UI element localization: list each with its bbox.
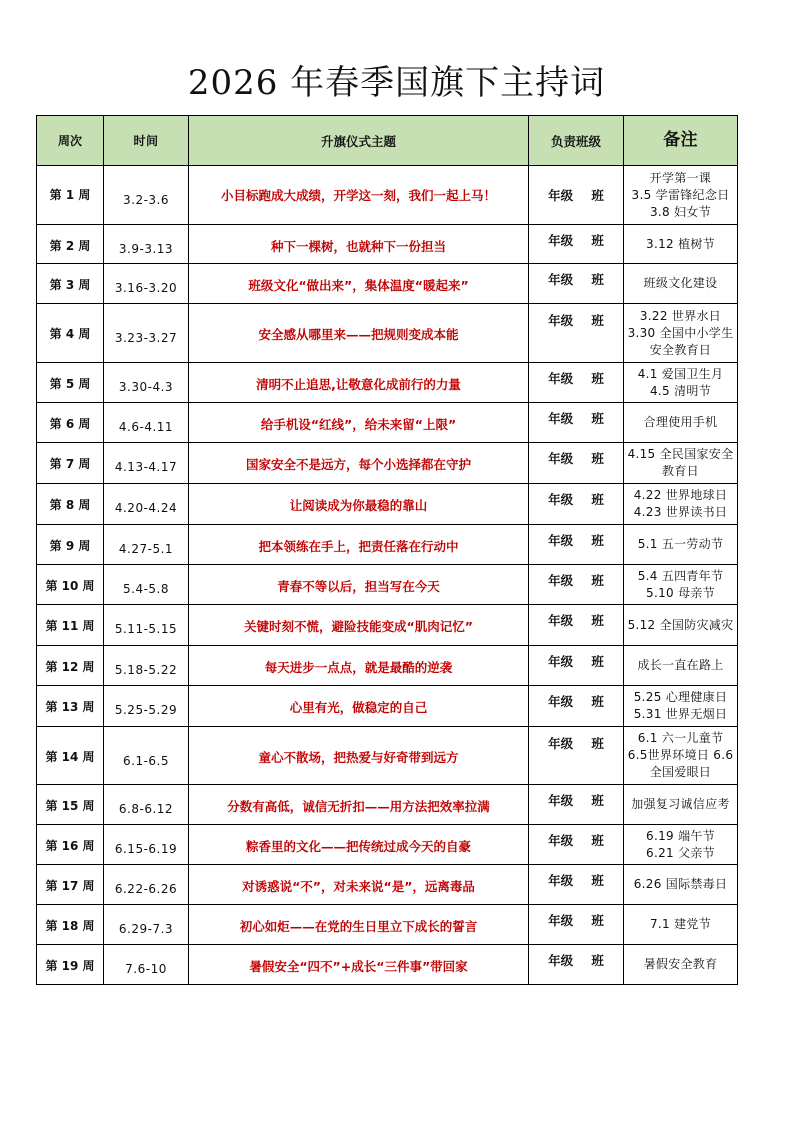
header-note: 备注: [624, 116, 738, 166]
header-week: 周次: [37, 116, 104, 166]
theme-cell: [189, 565, 529, 605]
table-row: [37, 565, 738, 605]
note-line: 成长一直在路上: [637, 658, 724, 672]
class-cell-text: 年级 班: [548, 913, 604, 928]
week-cell: [37, 363, 104, 403]
week-cell-text: 第 9 周: [49, 539, 91, 553]
theme-cell: [189, 484, 529, 525]
note-line: 4.22 世界地球日: [633, 488, 728, 502]
class-cell-text: 年级 班: [548, 492, 604, 507]
theme-cell-text: 种下一棵树，也就种下一份担当: [270, 239, 446, 254]
note-cell: [624, 727, 738, 785]
class-cell: [529, 605, 624, 646]
time-cell: [104, 686, 189, 727]
class-cell-text: 年级 班: [548, 573, 604, 588]
table-row: [37, 865, 738, 905]
theme-cell-text: 清明不止追思,让敬意化成前行的力量: [256, 377, 461, 392]
class-cell: [529, 825, 624, 865]
week-cell-text: 第 18 周: [45, 919, 95, 933]
note-line: 加强复习诚信应考: [631, 797, 730, 811]
week-cell: [37, 785, 104, 825]
note-line: 5.10 母亲节: [646, 585, 715, 600]
time-cell-text: 3.2-3.6: [123, 193, 169, 207]
theme-cell: [189, 166, 529, 225]
table-row: [37, 264, 738, 304]
class-cell: [529, 525, 624, 565]
week-cell: [37, 304, 104, 363]
note-cell: [624, 605, 738, 646]
table-row: [37, 646, 738, 686]
time-cell-text: 5.4-5.8: [123, 582, 169, 596]
class-cell-text: 年级 班: [548, 313, 604, 328]
note-line: 3.12 植树节: [646, 236, 715, 251]
note-cell: [624, 443, 738, 484]
table-row: [37, 785, 738, 825]
table-row: [37, 225, 738, 264]
class-cell: [529, 166, 624, 225]
theme-cell-text: 让阅读成为你最稳的靠山: [289, 498, 428, 513]
table-row: [37, 304, 738, 363]
class-cell-text: 年级 班: [548, 371, 604, 386]
week-cell-text: 第 12 周: [45, 660, 95, 674]
class-cell: [529, 686, 624, 727]
time-cell-text: 5.25-5.29: [114, 703, 178, 717]
note-cell: [624, 304, 738, 363]
week-cell-text: 第 17 周: [45, 879, 95, 893]
note-line: 5.12 全国防灾减灾: [627, 617, 734, 632]
time-cell: [104, 945, 189, 985]
week-cell-text: 第 3 周: [49, 278, 91, 292]
theme-cell: [189, 363, 529, 403]
class-cell-text: 年级 班: [548, 873, 604, 888]
note-line: 7.1 建党节: [650, 917, 711, 931]
time-cell: [104, 403, 189, 443]
week-cell-text: 第 1 周: [49, 188, 91, 202]
header-theme: 升旗仪式主题: [189, 116, 529, 166]
theme-cell: [189, 225, 529, 264]
theme-cell: [189, 304, 529, 363]
week-cell: [37, 865, 104, 905]
theme-cell: [189, 865, 529, 905]
theme-cell-text: 心里有光，做稳定的自己: [289, 700, 428, 715]
theme-cell-text: 国家安全不是远方，每个小选择都在守护: [245, 457, 471, 472]
time-cell: [104, 304, 189, 363]
class-cell-text: 年级 班: [548, 233, 604, 248]
time-cell: [104, 785, 189, 825]
time-cell-text: 4.13-4.17: [114, 460, 178, 474]
table-row: [37, 484, 738, 525]
week-cell-text: 第 6 周: [49, 417, 91, 431]
note-line: 5.4 五四青年节: [637, 568, 724, 583]
week-cell: [37, 225, 104, 264]
time-cell: [104, 565, 189, 605]
week-cell: [37, 945, 104, 985]
theme-cell-text: 粽香里的文化——把传统过成今天的自豪: [245, 839, 471, 854]
table-row: [37, 525, 738, 565]
document-title: 2026 年春季国旗下主持词: [187, 63, 606, 103]
table-row: [37, 443, 738, 484]
time-cell-text: 6.8-6.12: [118, 802, 174, 816]
note-line: 开学第一课: [649, 170, 712, 185]
class-cell-text: 年级 班: [548, 694, 604, 709]
week-cell-text: 第 10 周: [45, 579, 95, 593]
week-cell-text: 第 15 周: [45, 799, 95, 813]
note-cell: [624, 905, 738, 945]
week-cell: [37, 264, 104, 304]
week-cell: [37, 525, 104, 565]
note-line: 4.5 清明节: [650, 383, 711, 398]
note-line: 3.5 学雷锋纪念日: [631, 187, 730, 202]
class-cell-text: 年级 班: [548, 736, 604, 751]
time-cell-text: 6.15-6.19: [114, 842, 178, 856]
note-line: 全国爱眼日: [649, 765, 712, 779]
theme-cell: [189, 785, 529, 825]
time-cell-text: 4.27-5.1: [118, 542, 174, 556]
class-cell: [529, 785, 624, 825]
class-cell: [529, 225, 624, 264]
time-cell: [104, 363, 189, 403]
note-cell: [624, 225, 738, 264]
class-cell-text: 年级 班: [548, 654, 604, 669]
week-cell-text: 第 16 周: [45, 839, 95, 853]
theme-cell-text: 班级文化“做出来”，集体温度“暖起来”: [248, 278, 469, 293]
note-cell: [624, 484, 738, 525]
class-cell: [529, 443, 624, 484]
week-cell-text: 第 5 周: [49, 377, 91, 391]
class-cell-text: 年级 班: [548, 613, 604, 628]
time-cell: [104, 166, 189, 225]
time-cell-text: 6.29-7.3: [118, 922, 174, 936]
class-cell: [529, 363, 624, 403]
note-line: 3.22 世界水日: [639, 308, 722, 323]
time-cell-text: 6.22-6.26: [114, 882, 178, 896]
time-cell: [104, 443, 189, 484]
theme-cell-text: 关键时刻不慌，避险技能变成“肌肉记忆”: [244, 619, 473, 634]
time-cell-text: 6.1-6.5: [123, 754, 169, 768]
time-cell-text: 5.11-5.15: [114, 622, 178, 636]
class-cell: [529, 905, 624, 945]
week-cell: [37, 825, 104, 865]
class-cell-text: 年级 班: [548, 411, 604, 426]
week-cell: [37, 905, 104, 945]
time-cell-text: 3.9-3.13: [118, 242, 174, 256]
note-line: 5.1 五一劳动节: [637, 537, 724, 551]
class-cell: [529, 304, 624, 363]
note-line: 6.5世界环境日 6.6: [627, 748, 734, 762]
note-cell: [624, 565, 738, 605]
class-cell-text: 年级 班: [548, 188, 604, 203]
time-cell-text: 3.30-4.3: [118, 380, 174, 394]
note-line: 班级文化建设: [643, 276, 718, 290]
table-row: [37, 905, 738, 945]
class-cell-text: 年级 班: [548, 272, 604, 287]
theme-cell-text: 小目标跑成大成绩，开学这一刻，我们一起上马！: [220, 188, 496, 203]
class-cell-text: 年级 班: [548, 533, 604, 548]
note-line: 4.23 世界读书日: [633, 505, 728, 519]
table-row: [37, 403, 738, 443]
theme-cell-text: 初心如炬——在党的生日里立下成长的誓言: [239, 919, 478, 934]
week-cell-text: 第 13 周: [45, 700, 95, 714]
note-line: 4.15 全民国家安全: [627, 447, 734, 461]
theme-cell-text: 给手机设“红线”，给未来留“上限”: [260, 417, 457, 432]
theme-cell: [189, 686, 529, 727]
theme-cell-text: 把本领练在手上，把责任落在行动中: [258, 539, 459, 554]
note-line: 合理使用手机: [643, 415, 718, 429]
class-cell: [529, 264, 624, 304]
note-cell: [624, 166, 738, 225]
theme-cell: [189, 945, 529, 985]
theme-cell-text: 青春不等以后，担当写在今天: [277, 579, 440, 594]
note-cell: [624, 785, 738, 825]
table-row: [37, 945, 738, 985]
time-cell-text: 7.6-10: [125, 962, 167, 976]
theme-cell-text: 分数有高低，诚信无折扣——用方法把效率拉满: [227, 799, 490, 814]
note-line: 教育日: [662, 464, 699, 478]
theme-cell-text: 暑假安全“四不”+成长“三件事”带回家: [249, 959, 468, 974]
theme-cell: [189, 525, 529, 565]
note-cell: [624, 264, 738, 304]
week-cell: [37, 646, 104, 686]
week-cell-text: 第 11 周: [45, 619, 95, 633]
note-line: 6.26 国际禁毒日: [633, 877, 728, 891]
note-line: 5.31 世界无烟日: [633, 707, 728, 721]
header-time: 时间: [104, 116, 189, 166]
class-cell: [529, 945, 624, 985]
note-line: 4.1 爱国卫生月: [637, 366, 724, 381]
week-cell: [37, 484, 104, 525]
theme-cell: [189, 443, 529, 484]
schedule-table: [36, 115, 738, 985]
class-cell-text: 年级 班: [548, 793, 604, 808]
note-cell: [624, 363, 738, 403]
week-cell-text: 第 8 周: [49, 498, 91, 512]
table-row: [37, 363, 738, 403]
week-cell: [37, 443, 104, 484]
time-cell-text: 4.6-4.11: [118, 420, 174, 434]
time-cell-text: 5.18-5.22: [114, 663, 178, 677]
time-cell: [104, 605, 189, 646]
note-line: 5.25 心理健康日: [633, 690, 728, 704]
theme-cell-text: 每天进步一点点，就是最酷的逆袭: [264, 660, 453, 675]
time-cell: [104, 865, 189, 905]
note-line: 暑假安全教育: [643, 957, 718, 971]
note-cell: [624, 525, 738, 565]
table-header-row: [37, 116, 738, 166]
theme-cell: [189, 905, 529, 945]
week-cell: [37, 403, 104, 443]
class-cell: [529, 865, 624, 905]
note-cell: [624, 825, 738, 865]
table-body: [37, 166, 738, 985]
week-cell-text: 第 7 周: [49, 457, 91, 471]
week-cell: [37, 686, 104, 727]
table-row: [37, 166, 738, 225]
week-cell-text: 第 19 周: [45, 959, 95, 973]
theme-cell: [189, 825, 529, 865]
note-cell: [624, 403, 738, 443]
week-cell-text: 第 2 周: [49, 239, 91, 253]
class-cell: [529, 403, 624, 443]
theme-cell: [189, 605, 529, 646]
theme-cell-text: 童心不散场，把热爱与好奇带到远方: [258, 750, 459, 765]
theme-cell-text: 安全感从哪里来——把规则变成本能: [258, 327, 459, 342]
note-cell: [624, 865, 738, 905]
note-cell: [624, 646, 738, 686]
note-cell: [624, 686, 738, 727]
time-cell: [104, 525, 189, 565]
theme-cell: [189, 403, 529, 443]
table-row: [37, 825, 738, 865]
class-cell-text: 年级 班: [548, 833, 604, 848]
theme-cell: [189, 264, 529, 304]
table-row: [37, 605, 738, 646]
class-cell: [529, 565, 624, 605]
note-line: 3.8 妇女节: [650, 204, 711, 219]
class-cell-text: 年级 班: [548, 953, 604, 968]
time-cell: [104, 225, 189, 264]
theme-cell-text: 对诱惑说“不”，对未来说“是”，远离毒品: [242, 879, 475, 894]
time-cell-text: 4.20-4.24: [114, 501, 178, 515]
time-cell: [104, 484, 189, 525]
note-line: 安全教育日: [649, 342, 712, 357]
time-cell-text: 3.16-3.20: [114, 281, 178, 295]
table-row: [37, 727, 738, 785]
note-line: 6.21 父亲节: [646, 845, 715, 860]
theme-cell: [189, 646, 529, 686]
note-line: 6.1 六一儿童节: [637, 731, 724, 745]
class-cell: [529, 484, 624, 525]
theme-cell: [189, 727, 529, 785]
time-cell: [104, 825, 189, 865]
header-class: 负责班级: [529, 116, 624, 166]
week-cell: [37, 166, 104, 225]
class-cell-text: 年级 班: [548, 451, 604, 466]
week-cell-text: 第 14 周: [45, 750, 95, 764]
class-cell: [529, 727, 624, 785]
time-cell: [104, 727, 189, 785]
week-cell: [37, 605, 104, 646]
table-row: [37, 686, 738, 727]
time-cell-text: 3.23-3.27: [114, 331, 178, 345]
time-cell: [104, 905, 189, 945]
class-cell: [529, 646, 624, 686]
note-line: 3.30 全国中小学生: [627, 325, 734, 340]
note-cell: [624, 945, 738, 985]
week-cell: [37, 727, 104, 785]
week-cell: [37, 565, 104, 605]
time-cell: [104, 264, 189, 304]
note-line: 6.19 端午节: [646, 828, 715, 843]
time-cell: [104, 646, 189, 686]
week-cell-text: 第 4 周: [49, 327, 91, 341]
